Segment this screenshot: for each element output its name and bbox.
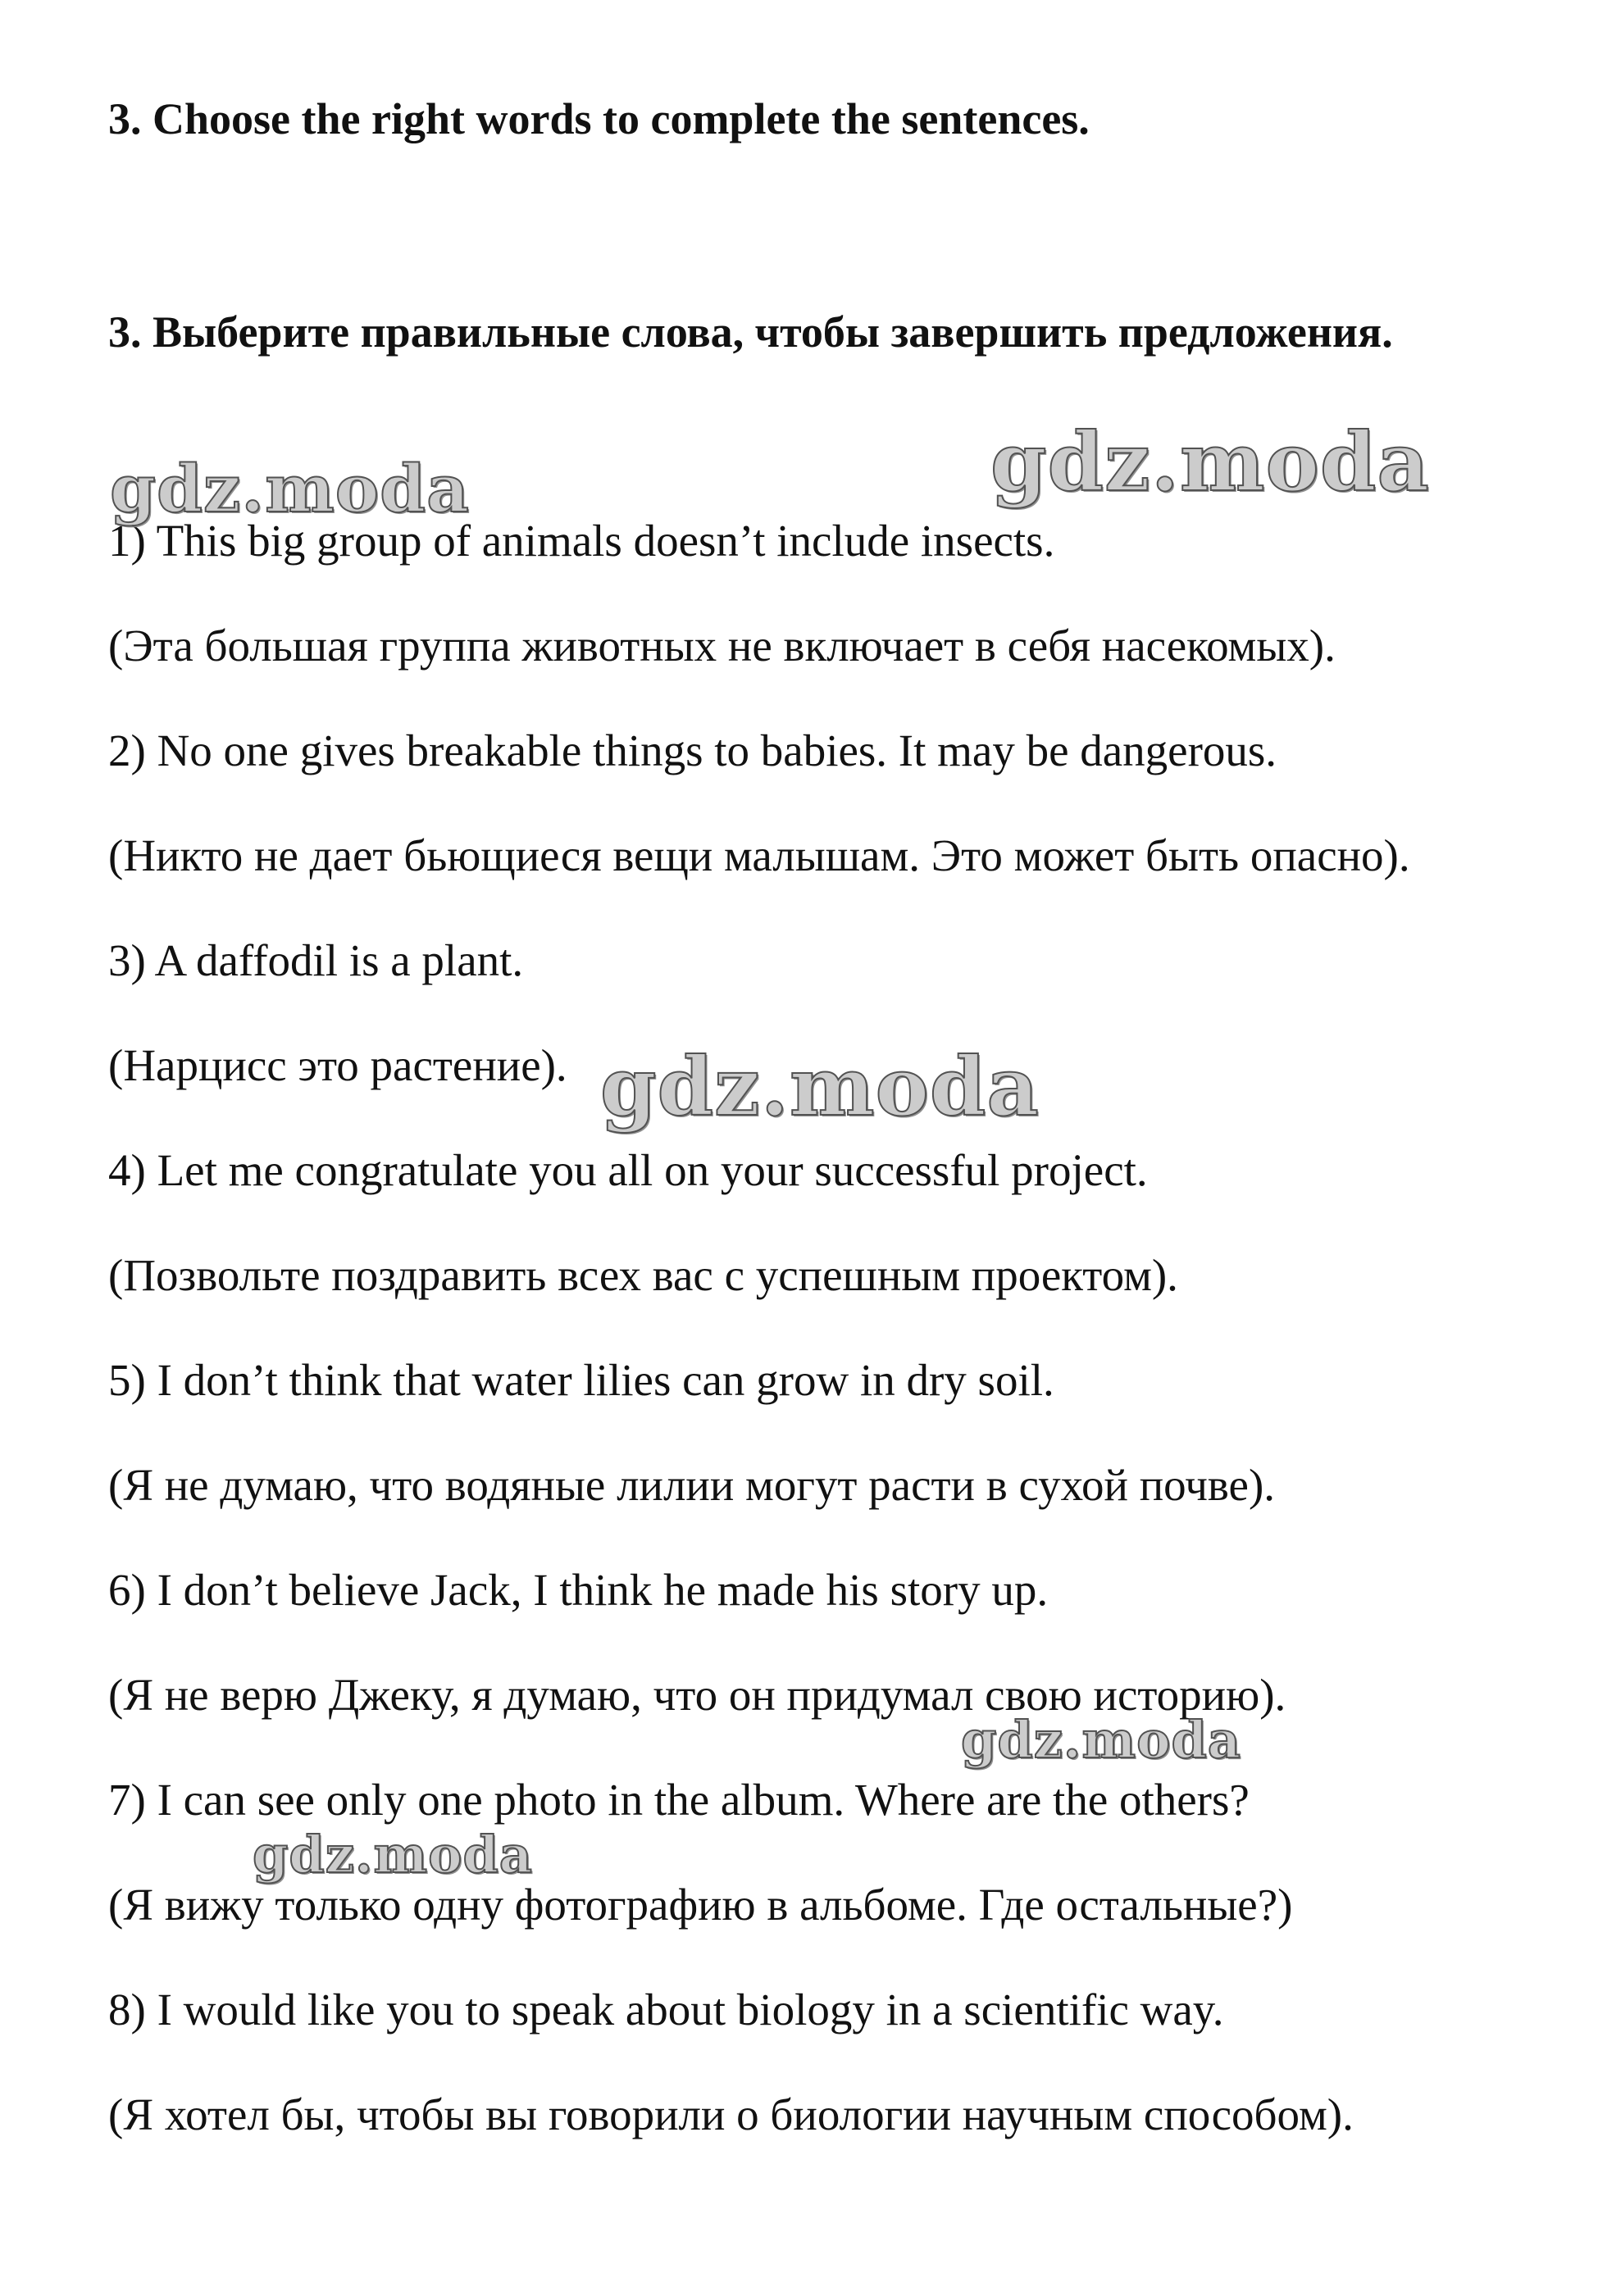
exercise-title-en: 3. Choose the right words to complete the sentences. xyxy=(108,94,1090,143)
sentence-7-ru: (Я вижу только одну фотографию в альбоме. Где остальные?) xyxy=(108,1880,1293,1930)
sentence-6-ru: (Я не верю Джеку, я думаю, что он придумал свою историю). xyxy=(108,1670,1286,1720)
watermark: gdz.moda xyxy=(600,1040,1040,1134)
sentence-3-ru: (Нарцисс это растение). xyxy=(108,1040,567,1090)
sentence-4-en: 4) Let me congratulate you all on your successful project. xyxy=(108,1145,1148,1195)
sentence-1-en: 1) This big group of animals doesn’t include insects. xyxy=(108,516,1055,566)
sentence-8-ru: (Я хотел бы, чтобы вы говорили о биологии научным способом). xyxy=(108,2089,1354,2139)
sentence-8-en: 8) I would like you to speak about biology in a scientific way. xyxy=(108,1985,1224,2035)
watermark: gdz.moda xyxy=(110,450,470,527)
sentence-5-en: 5) I don’t think that water lilies can grow in dry soil. xyxy=(108,1355,1054,1405)
sentence-4-ru: (Позвольте поздравить всех вас с успешным проектом). xyxy=(108,1250,1178,1300)
sentence-3-en: 3) A daffodil is a plant. xyxy=(108,935,524,985)
exercise-title-ru: 3. Выберите правильные слова, чтобы завершить предложения. xyxy=(108,307,1393,357)
sentence-6-en: 6) I don’t believe Jack, I think he made his story up. xyxy=(108,1565,1049,1615)
sentence-5-ru: (Я не думаю, что водяные лилии могут расти в сухой почве). xyxy=(108,1460,1276,1510)
watermark: gdz.moda xyxy=(253,1825,533,1885)
sentence-2-ru: (Никто не дает бьющиеся вещи малышам. Это может быть опасно). xyxy=(108,830,1410,880)
sentence-1-ru: (Эта большая группа животных не включает в себя насекомых). xyxy=(108,621,1336,671)
watermark: gdz.moda xyxy=(990,416,1430,510)
sentence-2-en: 2) No one gives breakable things to babies. It may be dangerous. xyxy=(108,725,1277,775)
sentence-7-en: 7) I can see only one photo in the album. Where are the others? xyxy=(108,1775,1250,1825)
watermark: gdz.moda xyxy=(961,1710,1241,1770)
